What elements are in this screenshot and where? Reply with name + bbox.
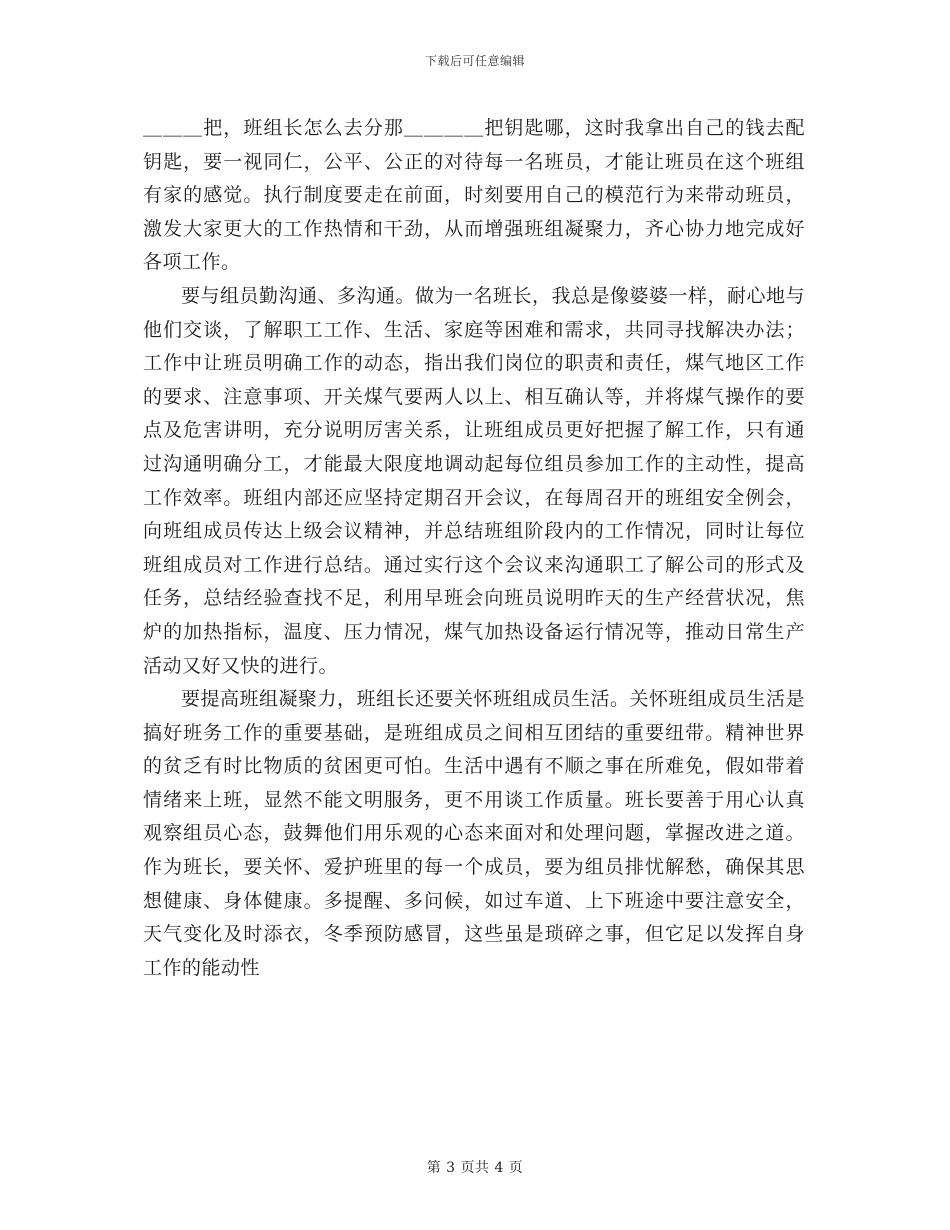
page-footer: 第 3 页共 4 页: [426, 1160, 524, 1176]
paragraph-1: ＿＿＿把，班组长怎么去分那＿＿＿＿把钥匙哪，这时我拿出自己的钱去配钥匙，要一视同仁，公平、公正的对待每一名班员，才能让班员在这个班组有家的感觉。执行制度要走在前面，时刻要用自己的模范行为来带动班员，激发大家更大的工作热情和干劲，从而增强班组凝聚力，齐心协力地完成好各项工作。: [143, 117, 805, 274]
paragraph-3: 要提高班组凝聚力，班组长还要关怀班组成员生活。关怀班组成员生活是搞好班务工作的重要基础，是班组成员之间相互团结的重要纽带。精神世界的贫乏有时比物质的贫困更可怕。生活中遇有不顺之事在所难免，假如带着情绪来上班，显然不能文明服务，更不用谈工作质量。班长要善于用心认真观察组员心态，鼓舞他们用乐观的心态来面对和处理问题，掌握改进之道。作为班长，要关怀、爱护班里的每一个成员，要为组员排忧解愁，确保其思想健康、身体健康。多提醒、多问候，如过车道、上下班途中要注意安全，天气变化及时添衣，冬季预防感冒，这些虽是琐碎之事，但它足以发挥自身工作的能动性: [143, 688, 806, 979]
paragraph-2: 要与组员勤沟通、多沟通。做为一名班长，我总是像婆婆一样，耐心地与他们交谈，了解职工工作、生活、家庭等困难和需求，共同寻找解决办法；工作中让班员明确工作的动态，指出我们岗位的职责和责任，煤气地区工作的要求、注意事项、开关煤气要两人以上、相互确认等，并将煤气操作的要点及危害讲明，充分说明厉害关系，让班组成员更好把握了解工作，只有通过沟通明确分工，才能最大限度地调动起每位组员参加工作的主动性，提高工作效率。班组内部还应坚持定期召开会议，在每周召开的班组安全例会，向班组成员传达上级会议精神，并总结班组阶段内的工作情况，同时让每位班组成员对工作进行总结。通过实行这个会议来沟通职工了解公司的形式及任务，总结经验查找不足，利用早班会向班员说明昨天的生产经营状况，焦炉的加热指标，温度、压力情况，煤气加热设备运行情况等，推动日常生产活动又好又快的进行。: [143, 284, 806, 677]
page-header: 下载后可任意编辑: [424, 54, 525, 68]
body-text: [143, 112, 805, 985]
